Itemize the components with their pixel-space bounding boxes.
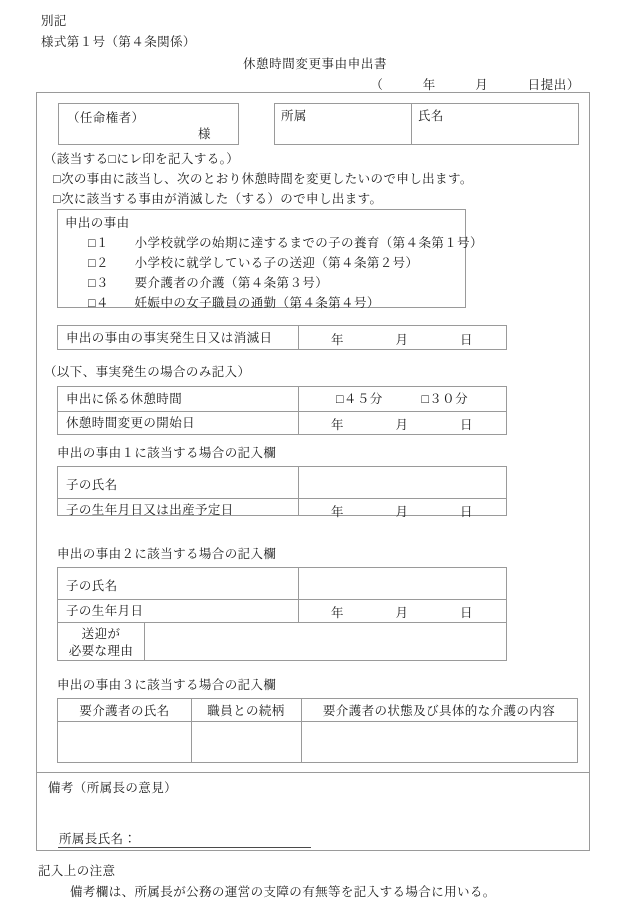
page-title: 休憩時間変更事由申出書	[242, 57, 388, 71]
reason2-table	[57, 567, 507, 661]
table-column-divider	[411, 104, 412, 144]
form-number-label: 様式第１号（第４条関係）	[41, 35, 196, 49]
reason2-child-name-label: 子の氏名	[66, 579, 118, 593]
affiliation-name-table	[274, 103, 579, 145]
notice-title: 記入上の注意	[38, 864, 116, 878]
reason2-transport-reason-label-line2: 必要な理由	[68, 644, 134, 658]
appointer-box[interactable]	[58, 103, 239, 145]
reason3-col-header-condition: 要介護者の状態及び具体的な介護の内容	[322, 704, 556, 718]
submission-date-field[interactable]: （ 年 月 日提出）	[370, 78, 580, 92]
table-row-divider	[58, 411, 506, 412]
reason3-col-header-name: 要介護者の氏名	[79, 704, 170, 718]
reason-checkbox-3[interactable]: □３ 要介護者の介護（第４条第３号）	[88, 276, 329, 290]
name-label: 氏名	[418, 109, 444, 123]
occurrence-only-note: （以下、事実発生の場合のみ記入）	[44, 365, 251, 379]
reason1-child-birthdate-label: 子の生年月日又は出産予定日	[66, 503, 234, 517]
reason3-col-header-relation: 職員との続柄	[207, 704, 285, 718]
appointer-honorific: 様	[198, 127, 211, 141]
reason1-child-name-label: 子の氏名	[66, 478, 118, 492]
remarks-section-divider	[37, 772, 589, 773]
remarks-label: 備考（所属長の意見）	[48, 781, 178, 795]
break-start-date-value[interactable]: 年 月 日	[331, 418, 473, 432]
reason1-child-birthdate-value[interactable]: 年 月 日	[331, 505, 473, 519]
form-body-frame	[36, 92, 590, 851]
reason2-child-birthdate-label: 子の生年月日	[66, 604, 144, 618]
form-appendix-label: 別記	[41, 14, 67, 28]
checkbox-instruction-note: （該当する□にレ印を記入する。）	[44, 152, 240, 166]
reasons-box-title: 申出の事由	[65, 216, 130, 230]
chief-name-underline	[58, 847, 311, 848]
occurrence-date-label: 申出の事由の事実発生日又は消滅日	[66, 331, 273, 345]
table-row-divider	[58, 599, 506, 600]
break-time-table	[57, 386, 507, 435]
occurrence-date-table	[57, 325, 507, 350]
table-column-divider	[144, 622, 145, 660]
reason3-section-heading: 申出の事由３に該当する場合の記入欄	[57, 678, 277, 692]
affiliation-label: 所属	[281, 109, 307, 123]
table-row-divider	[58, 622, 506, 623]
notice-body: 備考欄は、所属長が公務の運営の支障の有無等を記入する場合に用いる。	[70, 885, 496, 899]
reason-checkbox-4[interactable]: □４ 妊娠中の女子職員の通勤（第４条第４号）	[88, 296, 380, 310]
reason-checkbox-2[interactable]: □２ 小学校に就学している子の送迎（第４条第２号）	[88, 256, 419, 270]
appointer-label: （任命権者）	[67, 111, 145, 125]
reason2-child-birthdate-value[interactable]: 年 月 日	[331, 606, 473, 620]
break-time-label: 申出に係る休憩時間	[66, 392, 183, 406]
statement-checkbox-1[interactable]: □次の事由に該当し、次のとおり休憩時間を変更したいので申し出ます。	[53, 172, 473, 186]
occurrence-date-value[interactable]: 年 月 日	[331, 333, 473, 347]
chief-name-label: 所属長氏名：	[59, 832, 137, 846]
statement-checkbox-2[interactable]: □次に該当する事由が消滅した（する）ので申し出ます。	[53, 192, 383, 206]
table-header-divider	[58, 721, 577, 722]
reason1-table	[57, 466, 507, 519]
table-row-divider	[58, 498, 506, 499]
reasons-box	[57, 209, 483, 310]
reason1-section-heading: 申出の事由１に該当する場合の記入欄	[57, 446, 277, 460]
reason2-transport-reason-label-line1: 送迎が	[81, 627, 121, 641]
reason2-section-heading: 申出の事由２に該当する場合の記入欄	[57, 547, 277, 561]
reason3-table	[57, 698, 578, 763]
break-start-date-label: 休憩時間変更の開始日	[66, 416, 196, 430]
reason-checkbox-1[interactable]: □１ 小学校就学の始期に達するまでの子の養育（第４条第１号）	[88, 236, 483, 250]
break-time-options[interactable]: □４５分 □３０分	[335, 392, 468, 406]
